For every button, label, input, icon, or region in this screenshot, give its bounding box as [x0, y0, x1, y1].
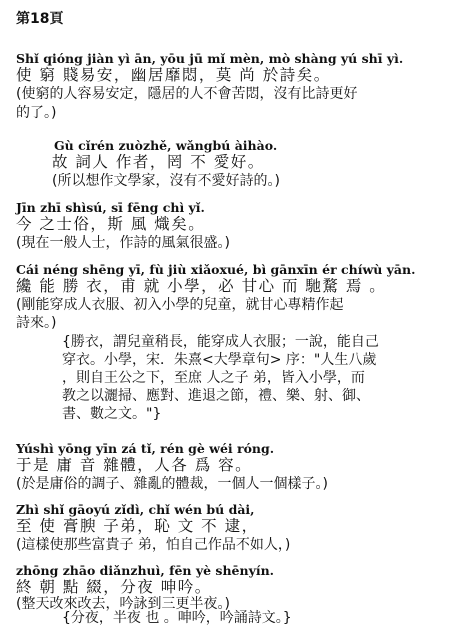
translation-line: (整天改來改去，吟詠到三更半夜。) [16, 596, 230, 612]
pinyin-line: Yúshì yōng yīn zá tǐ, rén gè wéi róng. [16, 441, 275, 456]
note-line: 書、數之文。"} [62, 406, 162, 422]
pinyin-line: Zhì shǐ gāoyú zǐdì, chǐ wén bú dài, [16, 502, 255, 517]
note-line: {分夜，半夜 也 。呻吟，吟誦詩文。} [62, 610, 292, 626]
pinyin-line: Shǐ qióng jiàn yì ān, yōu jū mǐ mèn, mò shàng yú shī yì. [16, 51, 404, 66]
pinyin-line: Jīn zhī shìsú, sī fēng chì yǐ. [16, 200, 205, 215]
pinyin-line: Gù cǐrén zuòzhě, wǎngbú àihào. [54, 138, 278, 153]
translation-line: (剛能穿成人衣服、初入小學的兒童，就甘心專精作起 [16, 297, 344, 313]
note-line: {勝衣，謂兒童稍長，能穿成人衣服；一說，能自己 [62, 334, 379, 350]
chinese-line: 故 詞人 作者，罔 不 愛好。 [52, 153, 265, 171]
translation-line: 的了。) [16, 105, 57, 121]
page-label: 第18頁 [16, 11, 64, 27]
pinyin-line: zhōng zhāo diǎnzhuì, fēn yè shēnyín. [16, 563, 275, 578]
pinyin-line: Cái néng shēng yī, fù jiù xiǎoxué, bì gānxīn ér chíwù yān. [16, 262, 416, 277]
chinese-line: 使 窮 賤易安，幽居靡悶，莫 尚 於詩矣。 [16, 66, 331, 84]
chinese-line: 纔 能 勝 衣，甫 就 小學，必 甘心 而 馳騖 焉 。 [16, 277, 387, 295]
translation-line: 詩來。) [16, 315, 57, 331]
translation-line: (現在一般人士，作詩的風氣很盛。) [16, 235, 230, 251]
translation-line: (使窮的人容易安定，隱居的人不會苦悶，沒有比詩更好 [16, 86, 358, 102]
chinese-line: 于是 庸 音 雜體，人各 爲 容。 [16, 456, 253, 474]
translation-line: (於是庸俗的調子、雜亂的體裁，一個人一個樣子。) [16, 476, 328, 492]
chinese-line: 今 之士俗，斯 風 熾矣。 [16, 215, 206, 233]
translation-line: (這樣使那些富貴子 弟，怕自己作品不如人，) [16, 537, 291, 553]
chinese-line: 至 使 膏腴 子弟，恥 文 不 逮， [16, 517, 259, 535]
note-line: 穿衣。小學，宋．朱熹<大學章句> 序："人生八歲 [62, 352, 377, 368]
chinese-line: 終 朝 點 綴，分夜 呻吟。 [16, 578, 212, 596]
note-line: ，則自王公之下，至庶 人之子 弟，皆入小學，而 [62, 370, 365, 386]
translation-line: (所以想作文學家，沒有不愛好詩的。) [52, 173, 280, 189]
note-line: 教之以灑掃、應對、進退之節，禮、樂、射、御、 [62, 388, 370, 404]
